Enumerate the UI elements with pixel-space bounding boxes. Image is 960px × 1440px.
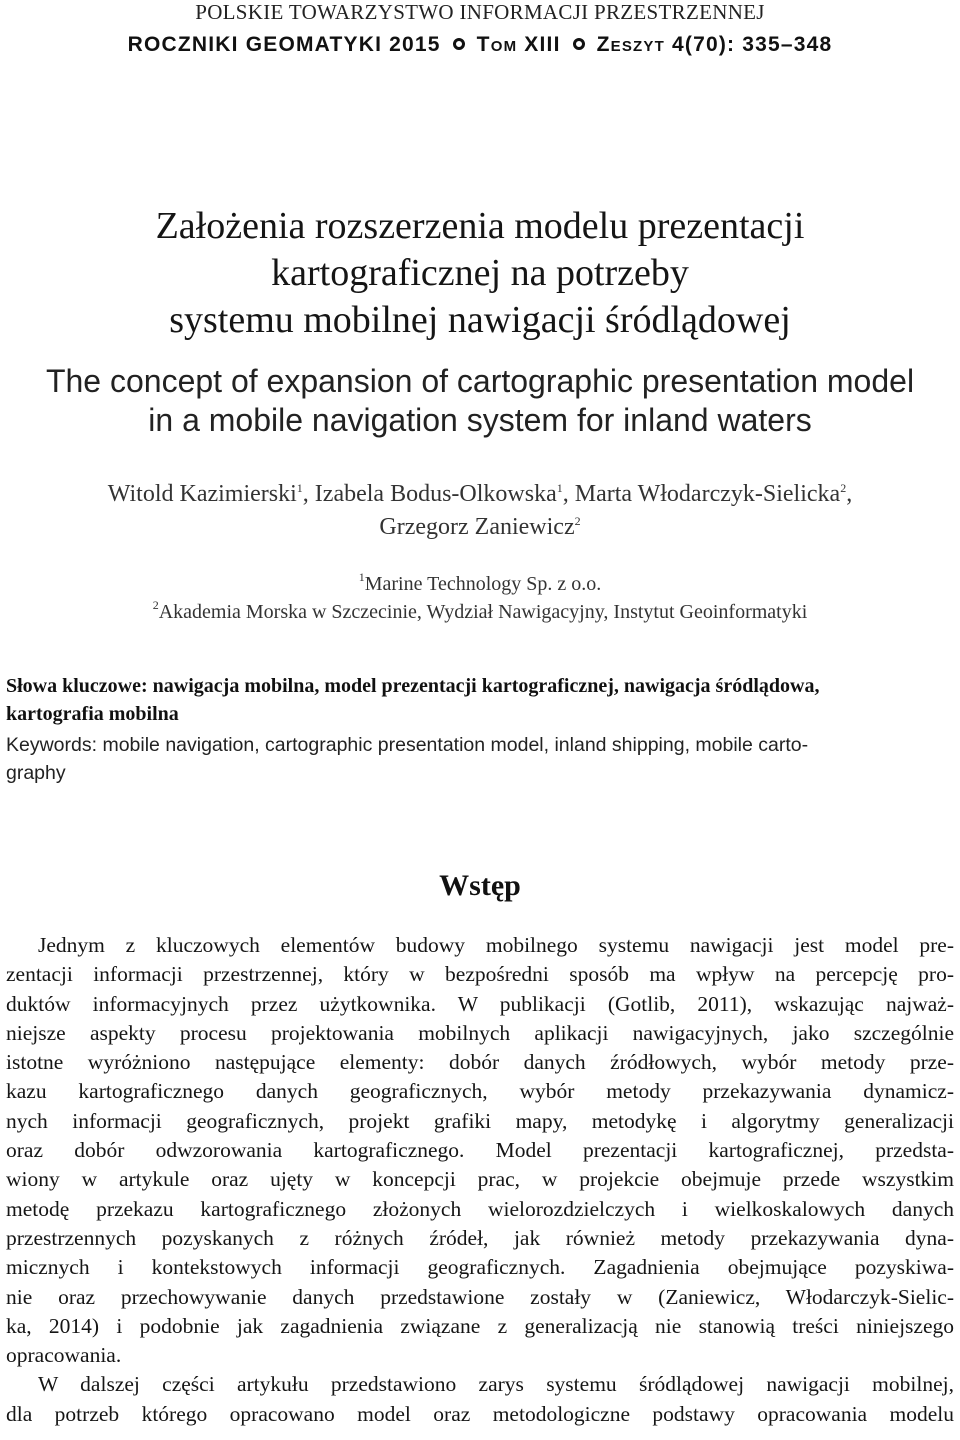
keywords-line: graphy [6,762,66,784]
title-english-line: in a mobile navigation system for inland waters [148,402,812,438]
author-name: Grzegorz Zaniewicz [379,514,575,540]
body-line: przestrzennych pozyskanych z różnych źródeł, jak również metody przekazywania dyna- [6,1225,954,1250]
title-polish-line: Założenia rozszerzenia modelu prezentacji [155,205,805,247]
body-line: zentacji informacji przestrzennej, który w bezpośredni sposób ma wpływ na percepcję pro- [6,962,954,987]
title-polish [0,203,960,344]
keywords-english [6,731,954,787]
title-english-line: The concept of expansion of cartographic presentation model [45,363,915,399]
title-english [0,362,960,440]
body-line: Jednym z kluczowych elementów budowy mobilnego systemu nawigacji jest model pre- [38,933,954,957]
affiliation-number: 1 [358,570,365,584]
keywords-polish [6,672,954,728]
society-header: POLSKIE TOWARZYSTWO INFORMACJI PRZESTRZENNEJ [195,0,765,24]
body-line: micznych i kontekstowych informacji geograficznych. Zagadnienia obejmujące pozyskiwa- [6,1255,954,1280]
body-line: ka, 2014) i podobnie jak zagadnienia związane z generalizacją nie stanowią treści niniejszego [6,1313,954,1338]
author-affiliation-mark: 2 [840,481,847,495]
body-text [6,931,954,1429]
affiliation [0,572,960,596]
journal-volume: Tom XIII [476,33,561,56]
author-affiliation-mark: 1 [556,481,563,495]
keywords-line: kartografia mobilna [6,703,179,725]
journal-issue: Zeszyt 4(70): 335–348 [596,33,833,56]
body-line: niejsze aspekty procesu projektowania mobilnych aplikacji nawigacyjnych, jako szczególnie [6,1020,954,1045]
body-line: nych informacji geograficznych, projekt grafiki mapy, metodykę i algorytmy generalizacji [6,1108,954,1133]
body-line: metodę przekazu kartograficznego złożonych wielorozdzielczych i wielkoskalowych danych [6,1196,954,1221]
body-line: W dalszej części artykułu przedstawiono zarys systemu śródlądowej nawigacji mobilnej, [38,1372,954,1397]
keywords-line: Słowa kluczowe: nawigacja mobilna, model prezentacji kartograficznej, nawigacja śródlądowa, [6,675,820,697]
bullet-separator-icon [453,38,465,50]
body-line: kazu kartograficznego danych geograficznych, wybór metody przekazywania dynamicz- [6,1079,954,1104]
body-line: istotne wyróżniono następujące elementy: dobór danych źródłowych, wybór metody prze- [6,1050,954,1075]
author-list [0,478,960,544]
author-line [0,511,960,544]
affiliation-number: 2 [152,598,159,612]
affiliation-text: Akademia Morska w Szczecinie, Wydział Nawigacyjny, Instytut Geoinformatyki [158,601,808,623]
journal-header [0,32,960,58]
section-heading: Wstęp [439,869,521,902]
bullet-separator-icon [573,38,585,50]
author-name: , Izabela Bodus-Olkowska [302,481,557,507]
body-line: dla potrzeb którego opracowano model oraz metodologiczne podstawy opracowania modelu [6,1401,954,1426]
body-line: opracowania. [6,1343,122,1368]
journal-name: ROCZNIKI GEOMATYKI 2015 [127,33,441,56]
author-name: Witold Kazimierski [107,481,297,507]
author-affiliation-mark: 1 [296,481,303,495]
body-line: nie oraz przechowywanie danych przedstawione zostały w (Zaniewicz, Włodarczyk-Sielic- [6,1284,954,1309]
author-line [0,478,960,511]
author-name: , Marta Włodarczyk-Sielicka [562,481,841,507]
author-affiliation-mark: 2 [574,514,581,528]
affiliation [0,600,960,624]
title-polish-line: systemu mobilnej nawigacji śródlądowej [169,299,791,341]
title-polish-line: kartograficznej na potrzeby [271,252,689,294]
keywords-line: Keywords: mobile navigation, cartographic presentation model, inland shipping, mobile carto- [6,734,809,756]
body-line: duktów informacyjnych przez użytkownika. W publikacji (Gotlib, 2011), wskazując najważ- [6,991,954,1016]
body-line: wiony w artykule oraz ujęty w koncepcji prac, w projekcie obejmuje przede wszystkim [6,1167,954,1192]
affiliation-text: Marine Technology Sp. z o.o. [364,573,602,595]
author-separator: , [846,481,853,507]
body-line: oraz dobór odwzorowania kartograficznego. Model prezentacji kartograficznej, przedsta- [6,1138,954,1163]
